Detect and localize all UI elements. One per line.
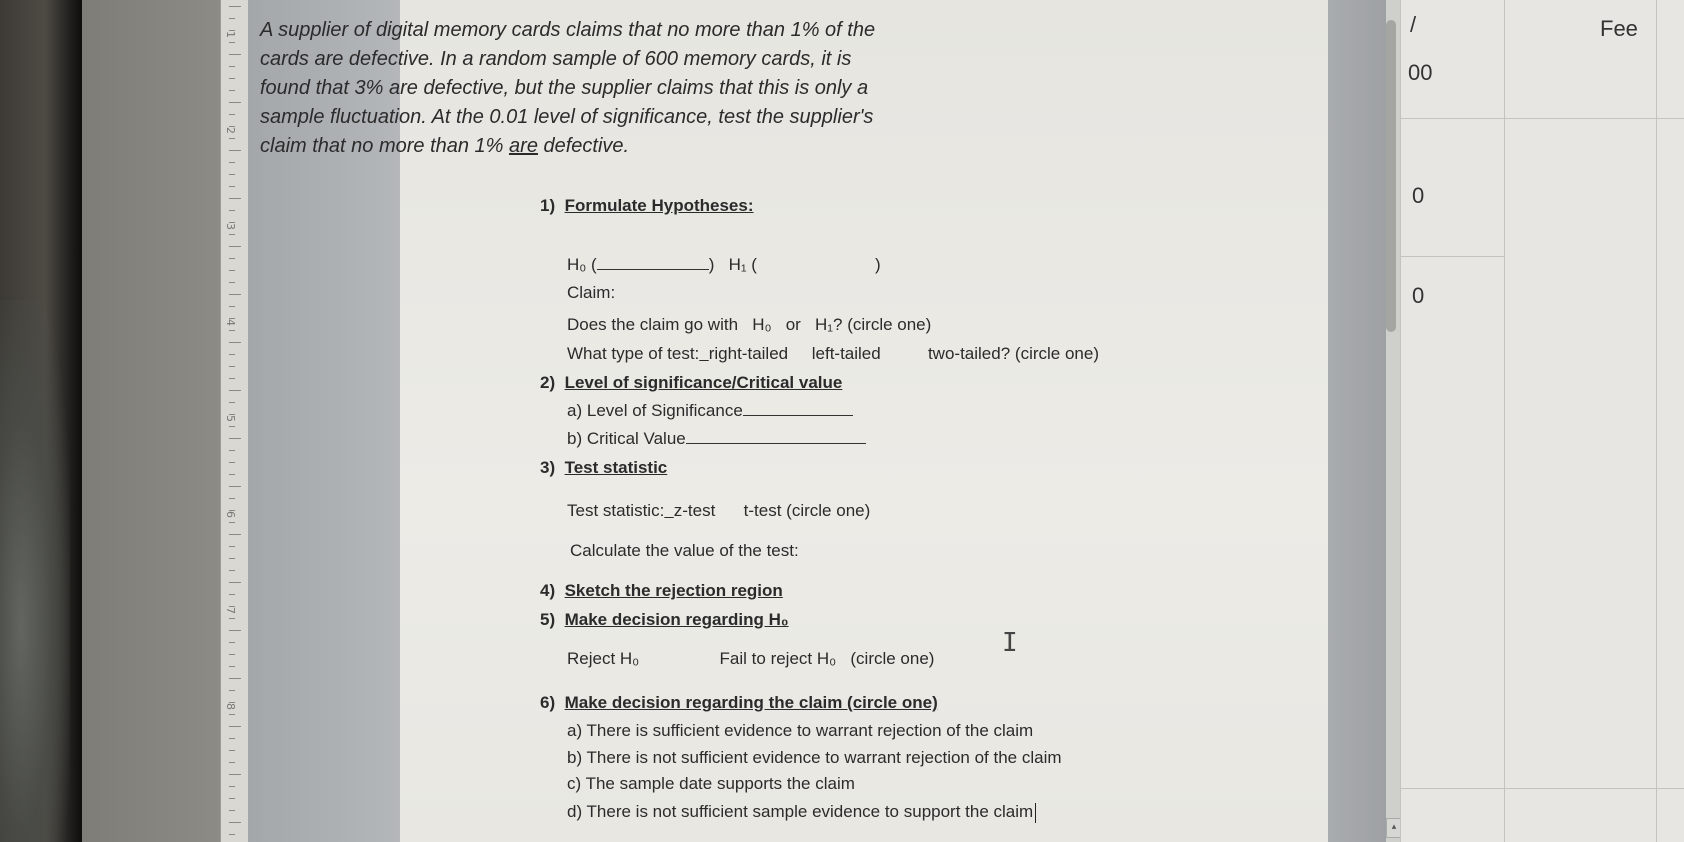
ruler-tick [229,618,235,619]
step-4-heading: 4) Sketch the rejection region [540,581,783,600]
sheet-cell-value: 0 [1412,183,1425,208]
ruler-tick [229,738,235,739]
ruler-number: 1 [224,31,237,38]
ruler-tick [229,294,241,295]
ruler-tick [229,810,235,811]
ruler-tick [229,762,235,763]
hypotheses-line: H₀ ( ) H₁ ( ) [567,255,881,274]
ruler-tick [229,534,241,535]
ruler-tick [229,678,241,679]
claim-option-c[interactable]: c) The sample date supports the claim [567,774,855,793]
test-statistic-choice: Test statistic: z-test t-test (circle one) [567,501,871,520]
ruler-tick [229,690,235,691]
ruler-tick [229,594,235,595]
ruler-tick [229,750,235,751]
claim-question: Does the claim go with H₀ or H₁? (circle one) [567,315,932,334]
ruler-tick [229,234,235,235]
ruler-tick [229,378,235,379]
ruler-tick [229,198,241,199]
ruler-tick [229,306,235,307]
ruler-tick [229,558,235,559]
ruler-tick [229,570,235,571]
ruler-tick [229,786,235,787]
ruler-tick [229,54,241,55]
ruler-tick [229,522,235,523]
ruler-tick [229,726,241,727]
monitor-bezel [0,0,82,842]
ruler-tick [229,546,235,547]
ruler-tick [229,642,235,643]
ruler-number: 7 [224,607,237,614]
ruler-tick [229,138,235,139]
ruler-tick [229,366,235,367]
ruler-tick [229,654,235,655]
ruler-tick [229,402,235,403]
step-6-heading: 6) Make decision regarding the claim (circle one) [540,693,938,712]
scrollbar-thumb[interactable] [1386,20,1396,332]
ruler-number: 8 [224,703,237,710]
vertical-ruler [220,0,250,842]
ruler-number: 3 [224,223,237,230]
ruler-number: 5 [224,415,237,422]
ruler-number: 6 [224,511,237,518]
ruler-tick [229,342,241,343]
ruler-tick [229,630,241,631]
critical-value-line: b) Critical Value [567,429,866,449]
ruler-tick [229,498,235,499]
sheet-cell-value: 0 [1412,283,1425,308]
ruler-tick [229,258,235,259]
ruler-tick [229,354,235,355]
ruler-tick [229,666,235,667]
app-background [82,0,220,842]
ruler-tick [229,582,241,583]
decision-h0-choice: Reject H₀ Fail to reject H₀ (circle one) [567,649,935,668]
calculate-prompt: Calculate the value of the test: [570,541,799,560]
text-cursor-icon: I [1002,628,1018,658]
ruler-tick [229,114,235,115]
scroll-down-button[interactable]: ▴ [1386,818,1402,838]
step-2-heading: 2) Level of significance/Critical value [540,373,843,392]
step-1-heading: 1) Formulate Hypotheses: [540,196,754,215]
ruler-tick [229,42,235,43]
ruler-tick [229,438,241,439]
test-type-question: What type of test: right-tailed left-tailed two-tailed? (circle one) [567,344,1099,363]
step-5-heading: 5) Make decision regarding H₀ [540,610,789,629]
problem-statement: A supplier of digital memory cards claims that no more than 1% of the cards are defective. In a random sample of 600 memory cards, it is found that 3% are defective, but the supplier claims that this is only a sample fluctuation. At the 0.01 level of significance, test the supplier's claim that no more than 1% are defective. [260,19,876,157]
claim-option-a[interactable]: a) There is sufficient evidence to warrant rejection of the claim [567,721,1034,740]
ruler-tick [229,426,235,427]
sheet-cell-slash: / [1410,12,1417,37]
ruler-tick [229,6,241,7]
claim-option-b[interactable]: b) There is not sufficient evidence to warrant rejection of the claim [567,748,1062,767]
ruler-tick [229,474,235,475]
screen [82,0,1684,842]
h0-blank[interactable] [597,255,709,270]
ruler-tick [229,78,235,79]
ruler-tick [229,462,235,463]
ruler-tick [229,246,241,247]
ruler-tick [229,162,235,163]
ruler-tick [229,774,241,775]
ruler-tick [229,450,235,451]
ruler-tick [229,822,241,823]
claim-label: Claim: [567,283,616,302]
level-of-significance-line: a) Level of Significance [567,401,853,421]
ruler-tick [229,150,241,151]
ruler-tick [229,390,241,391]
ruler-tick [229,282,235,283]
ruler-tick [229,66,235,67]
ruler-tick [229,834,235,835]
sheet-cell-value: 00 [1408,60,1433,85]
background-spreadsheet [1400,0,1684,842]
ruler-tick [229,210,235,211]
ruler-tick [229,270,235,271]
ruler-tick [229,798,235,799]
vertical-scrollbar[interactable] [1386,0,1400,842]
ruler-tick [229,102,241,103]
ruler-tick [229,486,241,487]
ruler-tick [229,18,235,19]
sheet-column-header: Fee [1600,16,1638,41]
ruler-number: 4 [224,319,237,326]
ruler-tick [229,186,235,187]
text-caret [1035,803,1036,823]
document-gutter-right [1328,0,1386,842]
ruler-tick [229,330,235,331]
critical-value-blank[interactable] [686,429,866,444]
ruler-tick [229,90,235,91]
step-3-heading: 3) Test statistic [540,458,668,477]
ruler-tick [229,714,235,715]
ruler-number: 2 [224,127,237,134]
claim-option-d[interactable]: d) There is not sufficient sample evidence to support the claim [567,802,1036,823]
ruler-tick [229,174,235,175]
level-blank[interactable] [743,401,853,416]
